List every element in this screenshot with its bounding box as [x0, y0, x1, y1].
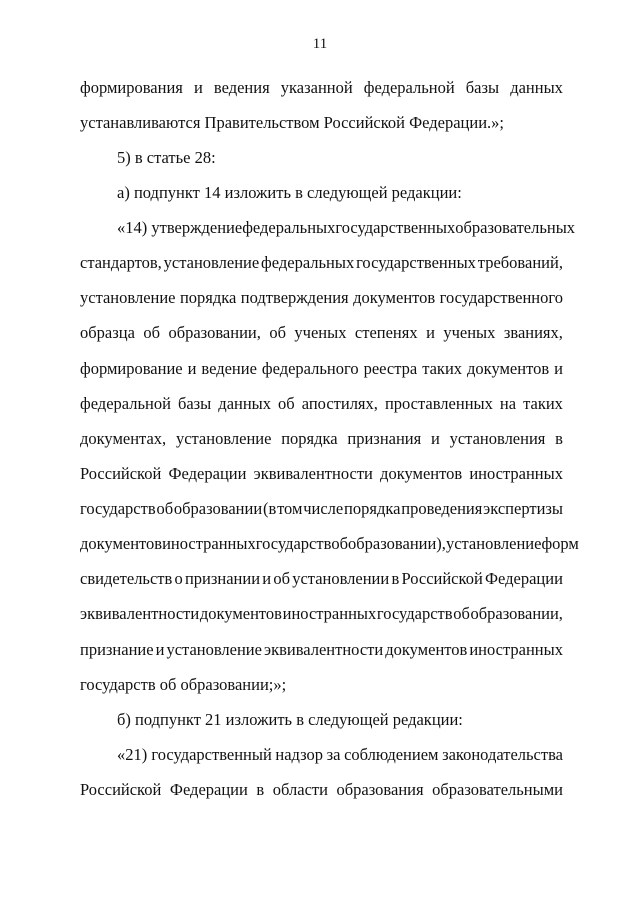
text-line	[80, 253, 563, 273]
text-line	[80, 640, 563, 660]
word: об	[269, 323, 286, 342]
word: об	[156, 499, 174, 518]
text-line: б) подпункт 21 изложить в следующей редакции:	[117, 710, 463, 729]
word: образовании,	[470, 604, 563, 623]
text-line	[117, 745, 563, 765]
word: установления	[449, 429, 546, 448]
word: признание	[80, 640, 154, 659]
word: о	[174, 569, 183, 588]
word: подтверждения	[240, 288, 349, 307]
word: эквивалентности	[80, 604, 200, 623]
word: указанной	[280, 78, 353, 97]
word: об	[278, 394, 295, 413]
word: Федерации	[485, 569, 563, 588]
word: федеральной	[363, 78, 455, 97]
word: документов	[467, 359, 550, 378]
word: области	[272, 780, 328, 799]
word: том	[277, 499, 303, 518]
word: установлении	[292, 569, 390, 588]
word: базы	[465, 78, 500, 97]
text-line	[80, 359, 563, 379]
word: и	[431, 429, 440, 448]
text-line	[80, 499, 563, 519]
word: ученых	[443, 323, 496, 342]
word: образовании	[173, 499, 263, 518]
word: порядка	[344, 499, 401, 518]
word: государственных	[356, 253, 476, 272]
word: эквивалентности	[263, 640, 384, 659]
word: документов	[80, 534, 163, 553]
word: признании	[184, 569, 261, 588]
word: в	[555, 429, 563, 448]
word: стандартов,	[80, 253, 162, 272]
word: базы	[177, 394, 212, 413]
word: на	[499, 394, 517, 413]
word: образовательных	[455, 218, 576, 237]
word: форм	[541, 534, 579, 553]
word: об	[453, 604, 470, 623]
word: об	[273, 569, 290, 588]
word: документов	[380, 464, 463, 483]
word: федеральных	[242, 218, 336, 237]
text-line	[80, 78, 563, 98]
word: Федерации	[169, 780, 248, 799]
word: образования	[336, 780, 424, 799]
word: порядка	[179, 288, 237, 307]
word: иностранных	[162, 534, 256, 553]
word: проставленных	[384, 394, 493, 413]
word: Федерации	[168, 464, 247, 483]
word: государственных	[335, 218, 456, 237]
word: документов	[385, 640, 468, 659]
word: документов	[199, 604, 282, 623]
word: государств	[255, 534, 332, 553]
word: и	[187, 359, 197, 378]
word: иностранных	[469, 464, 563, 483]
word: федерального	[261, 359, 359, 378]
word: Российской	[401, 569, 483, 588]
word: признания	[347, 429, 422, 448]
word: иностранных	[469, 640, 563, 659]
word: государств	[376, 604, 453, 623]
word: в	[391, 569, 400, 588]
text-line	[80, 604, 563, 624]
word: установление	[166, 640, 262, 659]
word: данных	[218, 394, 272, 413]
word: таких	[422, 359, 463, 378]
word: установление	[445, 534, 542, 553]
word: законодательства	[442, 745, 563, 764]
word: проведения	[401, 499, 483, 518]
word: «21) государственный	[117, 745, 272, 764]
text-line	[80, 394, 563, 414]
word: ведение	[201, 359, 257, 378]
word: в	[256, 780, 265, 799]
word: об	[331, 534, 349, 553]
word: и	[554, 359, 563, 378]
page-number: 11	[312, 36, 328, 52]
word: установление	[80, 288, 176, 307]
word: званиях,	[503, 323, 563, 342]
word: и	[193, 78, 203, 97]
word: за	[326, 745, 341, 764]
word: данных	[510, 78, 563, 97]
word: образовательными	[432, 780, 563, 799]
word: образовании,	[168, 323, 261, 342]
word: документах,	[80, 429, 167, 448]
word: формирования	[80, 78, 183, 97]
word: федеральных	[261, 253, 355, 272]
word: Российской	[80, 780, 162, 799]
word: документов	[353, 288, 436, 307]
word: и	[262, 569, 272, 588]
word: установление	[175, 429, 272, 448]
word: числе	[303, 499, 344, 518]
word: эквивалентности	[253, 464, 373, 483]
word: соблюдением	[344, 745, 439, 764]
word: ученых	[294, 323, 347, 342]
text-line: а) подпункт 14 изложить в следующей редакции:	[117, 183, 462, 202]
text-line: 5) в статье 28:	[117, 148, 216, 167]
word: государств	[80, 499, 156, 518]
text-line	[117, 218, 576, 238]
word: экспертизы	[483, 499, 563, 518]
text-line: устанавливаются Правительством Российской Федерации.»;	[80, 113, 504, 132]
text-line	[80, 464, 563, 484]
word: федеральной	[80, 394, 171, 413]
text-line	[80, 288, 563, 308]
word: государственного	[439, 288, 563, 307]
text-line	[80, 429, 563, 449]
word: ведения	[213, 78, 270, 97]
word: таких	[523, 394, 563, 413]
word: требований,	[477, 253, 563, 272]
text-line	[80, 323, 563, 343]
word: степенях	[354, 323, 418, 342]
text-line	[80, 780, 563, 800]
word: апостилях,	[301, 394, 378, 413]
text-line	[80, 569, 563, 589]
word: Российской	[80, 464, 162, 483]
word: об	[143, 323, 160, 342]
word: образца	[80, 323, 135, 342]
word: свидетельств	[80, 569, 173, 588]
word: формирование	[80, 359, 183, 378]
text-line: государств об образовании;»;	[80, 675, 287, 694]
word: порядка	[281, 429, 338, 448]
word: (в	[262, 499, 277, 518]
text-line	[80, 534, 579, 554]
word: иностранных	[282, 604, 377, 623]
word: надзор	[275, 745, 324, 764]
word: установление	[163, 253, 260, 272]
word: реестра	[363, 359, 418, 378]
word: образовании),	[348, 534, 446, 553]
word: «14) утверждение	[117, 218, 243, 237]
word: и	[426, 323, 435, 342]
word: и	[155, 640, 165, 659]
